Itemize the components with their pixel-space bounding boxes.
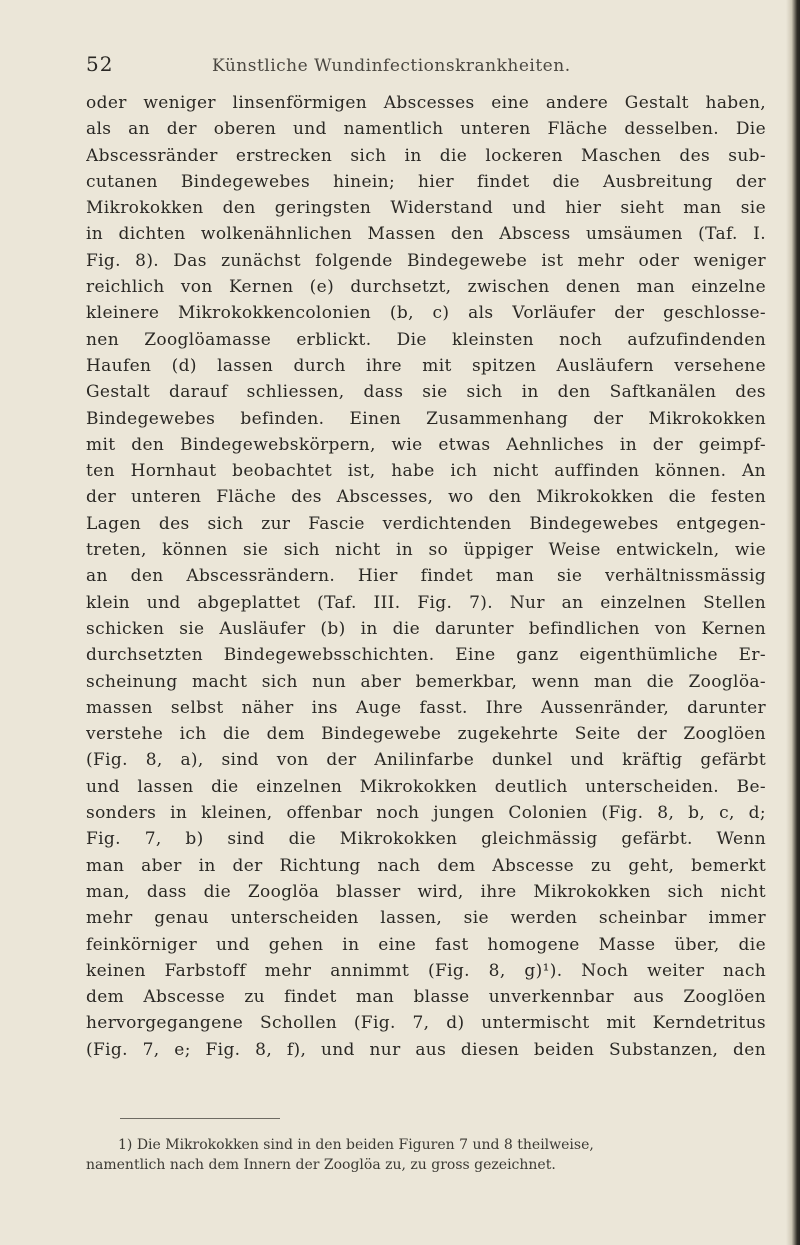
text-line: durchsetzten Bindegewebsschichten. Eine ganz eigenthümliche Er- [86,645,766,666]
text-line: schicken sie Ausläufer (b) in die darunter befindlichen von Kernen [86,618,766,639]
text-line: mit den Bindegewebskörpern, wie etwas Aehnliches in der geimpf- [86,434,766,455]
text-line: als an der oberen und namentlich unteren Fläche desselben. Die [86,119,766,140]
text-line: hervorgegangene Schollen (Fig. 7, d) untermischt mit Kerndetritus [86,1013,766,1034]
footnote [86,1135,766,1175]
text-line: an den Abscessrändern. Hier findet man sie verhältnissmässig [86,566,766,587]
text-line: scheinung macht sich nun aber bemerkbar, wenn man die Zooglöa- [86,671,766,692]
text-line: massen selbst näher ins Auge fasst. Ihre Aussenränder, darunter [86,697,766,718]
text-line: mehr genau unterscheiden lassen, sie werden scheinbar immer [86,908,766,929]
text-line: dem Abscesse zu findet man blasse unverkennbar aus Zooglöen [86,987,766,1008]
text-line: cutanen Bindegewebes hinein; hier findet die Ausbreitung der [86,171,766,192]
text-line: treten, können sie sich nicht in so üppiger Weise entwickeln, wie [86,540,766,561]
text-line: sonders in kleinen, offenbar noch jungen Colonien (Fig. 8, b, c, d; [86,803,766,824]
text-line: nen Zooglöamasse erblickt. Die kleinsten noch aufzufindenden [86,329,766,350]
text-line: Mikrokokken den geringsten Widerstand und hier sieht man sie [86,198,766,219]
text-line: klein und abgeplattet (Taf. III. Fig. 7). Nur an einzelnen Stellen [86,592,766,613]
page-edge-shadow [786,0,800,1245]
text-line: keinen Farbstoff mehr annimmt (Fig. 8, g)¹). Noch weiter nach [86,960,766,981]
text-line: feinkörniger und gehen in eine fast homogene Masse über, die [86,934,766,955]
text-line: der unteren Fläche des Abscesses, wo den Mikrokokken die festen [86,487,766,508]
footnote-line: namentlich nach dem Innern der Zooglöa zu, zu gross gezeichnet. [86,1157,556,1173]
text-line: (Fig. 7, e; Fig. 8, f), und nur aus diesen beiden Substanzen, den [86,1039,766,1060]
text-line: Fig. 7, b) sind die Mikrokokken gleichmässig gefärbt. Wenn [86,829,766,850]
text-line: verstehe ich die dem Bindegewebe zugekehrte Seite der Zooglöen [86,724,766,745]
text-line: ten Hornhaut beobachtet ist, habe ich nicht auffinden können. An [86,461,766,482]
running-title: Künstliche Wundinfectionskrankheiten. [212,56,571,76]
text-line: Gestalt darauf schliessen, dass sie sich in den Saftkanälen des [86,382,766,403]
page-header [86,52,766,82]
footnote-line: 1) Die Mikrokokken sind in den beiden Figuren 7 und 8 theilweise, [118,1137,594,1153]
text-line: Fig. 8). Das zunächst folgende Bindegewebe ist mehr oder weniger [86,250,766,271]
text-line: reichlich von Kernen (e) durchsetzt, zwischen denen man einzelne [86,277,766,298]
body-text [86,90,766,1063]
page-number: 52 [86,52,114,76]
text-line: in dichten wolkenähnlichen Massen den Abscess umsäumen (Taf. I. [86,224,766,245]
footnote-divider [120,1118,280,1119]
text-line: Bindegewebes befinden. Einen Zusammenhang der Mikrokokken [86,408,766,429]
text-line: Lagen des sich zur Fascie verdichtenden Bindegewebes entgegen- [86,513,766,534]
text-line: Haufen (d) lassen durch ihre mit spitzen Ausläufern versehene [86,355,766,376]
text-line: oder weniger linsenförmigen Abscesses eine andere Gestalt haben, [86,93,766,113]
text-line: und lassen die einzelnen Mikrokokken deutlich unterscheiden. Be- [86,776,766,797]
text-line: man aber in der Richtung nach dem Abscesse zu geht, bemerkt [86,855,766,876]
text-line: Abscessränder erstrecken sich in die lockeren Maschen des sub- [86,145,766,166]
text-line: kleinere Mikrokokkencolonien (b, c) als Vorläufer der geschlosse- [86,303,766,324]
text-line: (Fig. 8, a), sind von der Anilinfarbe dunkel und kräftig gefärbt [86,750,766,771]
text-line: man, dass die Zooglöa blasser wird, ihre Mikrokokken sich nicht [86,881,766,902]
